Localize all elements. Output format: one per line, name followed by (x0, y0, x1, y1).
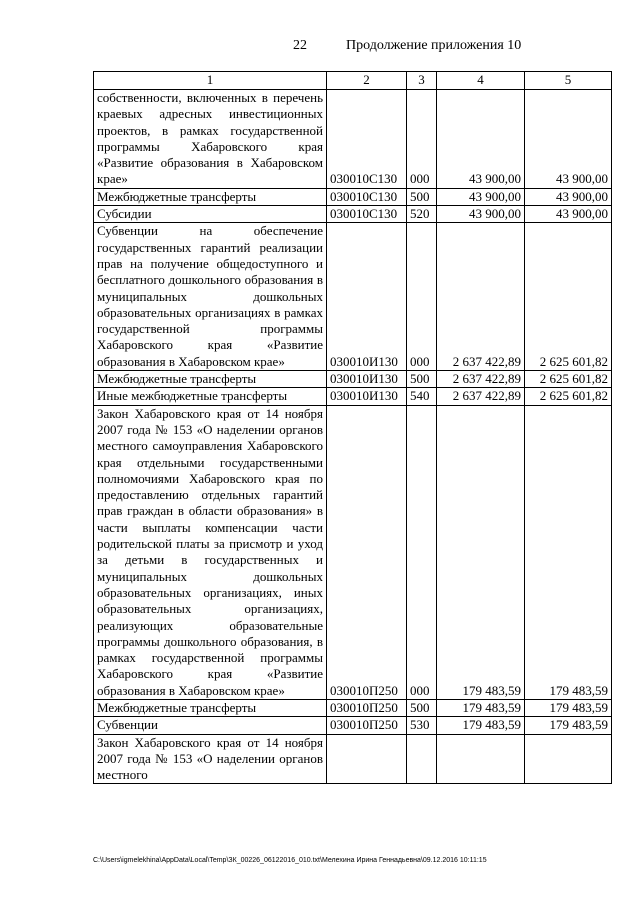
target-code: 030010И130 (327, 223, 407, 371)
row-name: собственности, включенных в перечень краевых адресных инвестиционных проектов, в рамках государственной программы Хабаровского края «Развитие образования в Хабаровском крае» (94, 90, 327, 189)
expense-type: 530 (407, 717, 437, 734)
row-name: Межбюджетные трансферты (94, 188, 327, 205)
row-name: Иные межбюджетные трансферты (94, 388, 327, 405)
amount-col5: 179 483,59 (525, 699, 612, 716)
column-header: 3 (407, 72, 437, 90)
amount-col4: 43 900,00 (437, 188, 525, 205)
table-row (94, 405, 612, 699)
column-number-row (94, 72, 612, 90)
table-row (94, 206, 612, 223)
table-row (94, 188, 612, 205)
target-code (327, 734, 407, 784)
row-name: Закон Хабаровского края от 14 ноября 2007 года № 153 «О наделении органов местного (94, 734, 327, 784)
table-row (94, 734, 612, 784)
amount-col4: 179 483,59 (437, 717, 525, 734)
row-name: Закон Хабаровского края от 14 ноября 2007 года № 153 «О наделении органов местного самоуправления Хабаровского края отдельными государственными полномочиями Хабаровского края по предоставлению отдельных гарантий прав граждан в области образования» в части выплаты компенсации части родительской платы за присмотр и уход за детьми в государственных и муниципальных дошкольных образовательных организациях, иных образовательных организациях, реализующих образовательные программы дошкольного образования, в рамках государственной программы Хабаровского края «Развитие образования в Хабаровском крае» (94, 405, 327, 699)
target-code: 030010И130 (327, 371, 407, 388)
table-row (94, 371, 612, 388)
column-header: 1 (94, 72, 327, 90)
expense-type: 500 (407, 371, 437, 388)
budget-table (93, 71, 612, 784)
page-number: 22 (293, 38, 307, 53)
column-header: 2 (327, 72, 407, 90)
row-name: Межбюджетные трансферты (94, 371, 327, 388)
target-code: 030010С130 (327, 206, 407, 223)
expense-type: 000 (407, 90, 437, 189)
target-code: 030010П250 (327, 405, 407, 699)
expense-type: 540 (407, 388, 437, 405)
expense-type (407, 734, 437, 784)
amount-col5: 43 900,00 (525, 206, 612, 223)
row-name: Субсидии (94, 206, 327, 223)
table-row (94, 223, 612, 371)
table-row (94, 717, 612, 734)
expense-type: 520 (407, 206, 437, 223)
expense-type: 000 (407, 223, 437, 371)
table-row (94, 90, 612, 189)
expense-type: 500 (407, 699, 437, 716)
amount-col4: 43 900,00 (437, 90, 525, 189)
column-header: 4 (437, 72, 525, 90)
amount-col4: 179 483,59 (437, 699, 525, 716)
target-code: 030010П250 (327, 717, 407, 734)
amount-col4: 2 637 422,89 (437, 223, 525, 371)
document-footer-path: C:\Users\igmelekhina\AppData\Local\Temp\ЗК_00226_06122016_010.txt\Мелехина Ирина Геннадьевна\09.12.2016 10:11:15 (93, 857, 487, 864)
amount-col5: 2 625 601,82 (525, 388, 612, 405)
row-name: Межбюджетные трансферты (94, 699, 327, 716)
target-code: 030010П250 (327, 699, 407, 716)
amount-col5: 43 900,00 (525, 188, 612, 205)
target-code: 030010И130 (327, 388, 407, 405)
amount-col5: 2 625 601,82 (525, 223, 612, 371)
table-row (94, 388, 612, 405)
amount-col5: 2 625 601,82 (525, 371, 612, 388)
amount-col5: 179 483,59 (525, 405, 612, 699)
amount-col5 (525, 734, 612, 784)
expense-type: 500 (407, 188, 437, 205)
amount-col5: 179 483,59 (525, 717, 612, 734)
amount-col4: 43 900,00 (437, 206, 525, 223)
target-code: 030010С130 (327, 188, 407, 205)
appendix-title: Продолжение приложения 10 (346, 38, 522, 53)
amount-col4: 2 637 422,89 (437, 388, 525, 405)
row-name: Субвенции на обеспечение государственных гарантий реализации прав на получение общедоступного и бесплатного дошкольного образования в муниципальных дошкольных образовательных организациях в рамках государственной программы Хабаровского края «Развитие образования в Хабаровском крае» (94, 223, 327, 371)
amount-col4 (437, 734, 525, 784)
row-name: Субвенции (94, 717, 327, 734)
amount-col5: 43 900,00 (525, 90, 612, 189)
table-row (94, 699, 612, 716)
column-header: 5 (525, 72, 612, 90)
target-code: 030010С130 (327, 90, 407, 189)
expense-type: 000 (407, 405, 437, 699)
amount-col4: 2 637 422,89 (437, 371, 525, 388)
amount-col4: 179 483,59 (437, 405, 525, 699)
